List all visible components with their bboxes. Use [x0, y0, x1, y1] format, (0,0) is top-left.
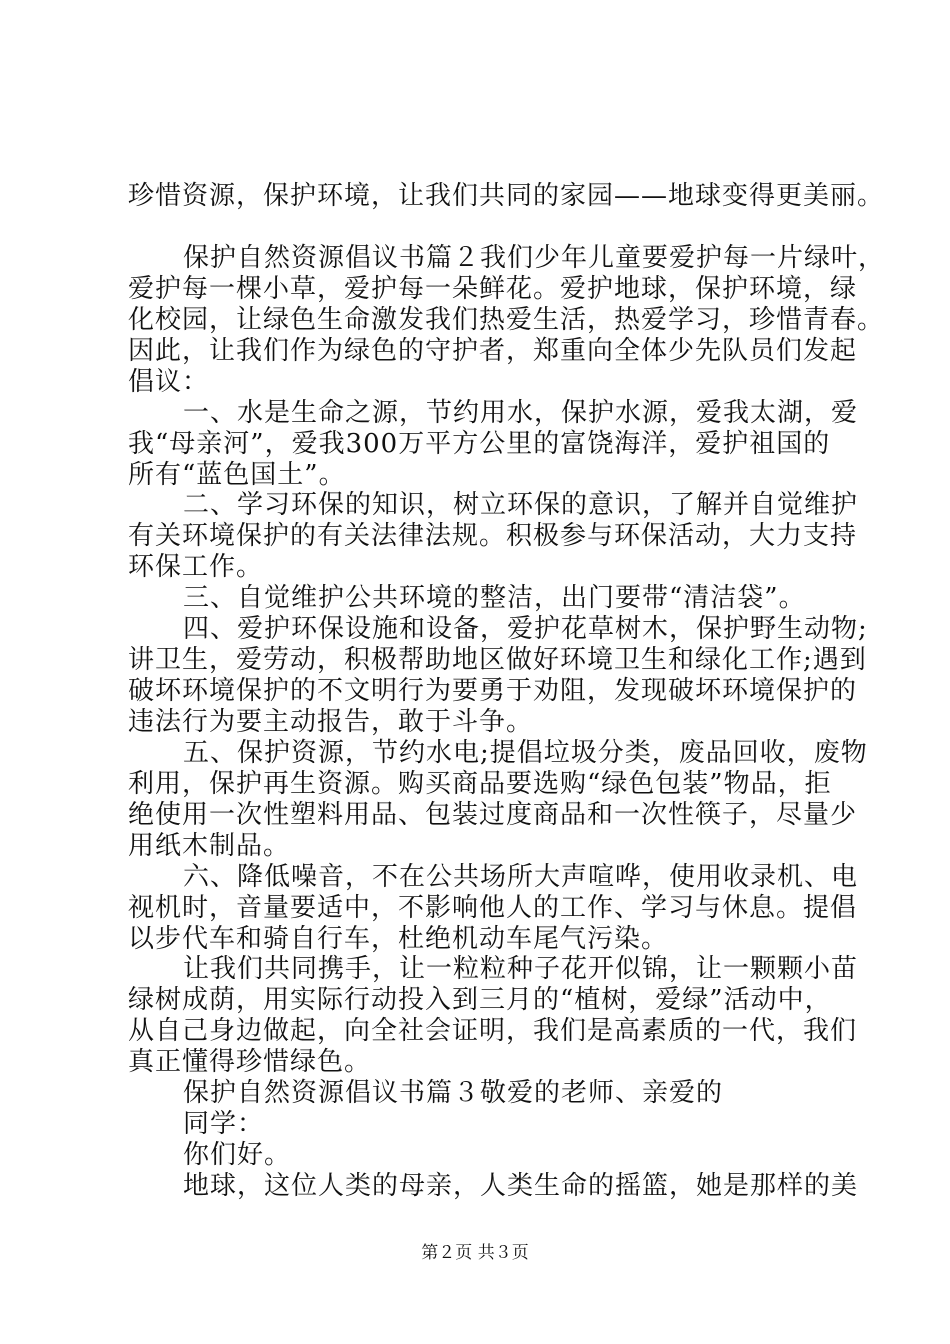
text-line: 绿树成荫，用实际行动投入到三月的“植树，爱绿”活动中， [128, 985, 832, 1015]
text-line: 用纸木制品。 [128, 831, 291, 861]
text-line: 保护自然资源倡议书篇３敬爱的老师、亲爱的 [183, 1078, 724, 1108]
text-line: 所有“蓝色国土”。 [128, 460, 346, 490]
text-line: 利用，保护再生资源。购买商品要选购“绿色包装”物品，拒 [128, 769, 832, 799]
text-line: 从自己身边做起，向全社会证明，我们是高素质的一代，我们 [128, 1016, 858, 1046]
text-line: 二、学习环保的知识，树立环保的意识，了解并自觉维护 [183, 490, 859, 520]
text-line: 违法行为要主动报告，敢于斗争。 [128, 707, 534, 737]
text-line: 同学： [183, 1109, 265, 1139]
text-line: 讲卫生，爱劳动，积极帮助地区做好环境卫生和绿化工作;遇到 [128, 645, 867, 675]
text-line: 视机时，音量要适中，不影响他人的工作、学习与休息。提倡 [128, 893, 858, 923]
text-line: 一、水是生命之源，节约用水，保护水源，爱我太湖，爱 [183, 398, 859, 428]
page-footer: 第２页 共３页 [421, 1243, 529, 1263]
text-line: 倡议： [128, 367, 210, 397]
text-line: 化校园，让绿色生命激发我们热爱生活，热爱学习，珍惜青春。 [128, 305, 885, 335]
text-line: 五、保护资源，节约水电;提倡垃圾分类，废品回收，废物 [183, 738, 868, 768]
text-line: 四、爱护环保设施和设备，爱护花草树木，保护野生动物; [183, 614, 868, 644]
text-line: 保护自然资源倡议书篇２我们少年儿童要爱护每一片绿叶， [183, 243, 886, 273]
text-line: 三、自觉维护公共环境的整洁，出门要带“清洁袋”。 [183, 583, 806, 613]
text-line: 我“母亲河”，爱我300万平方公里的富饶海洋，爱护祖国的 [128, 429, 831, 459]
text-line: 你们好。 [183, 1140, 292, 1170]
text-line: 以步代车和骑自行车，杜绝机动车尾气污染。 [128, 924, 669, 954]
text-line: 真正懂得珍惜绿色。 [128, 1047, 372, 1077]
text-line: 有关环境保护的有关法律法规。积极参与环保活动，大力支持 [128, 521, 858, 551]
text-line: 环保工作。 [128, 552, 264, 582]
text-line: 破坏环境保护的不文明行为要勇于劝阻，发现破坏环境保护的 [128, 676, 858, 706]
text-line: 让我们共同携手，让一粒粒种子花开似锦，让一颗颗小苗 [183, 954, 859, 984]
text-line: 绝使用一次性塑料用品、包装过度商品和一次性筷子，尽量少 [128, 800, 858, 830]
text-line: 六、降低噪音，不在公共场所大声喧哗，使用收录机、电 [183, 862, 859, 892]
text-line: 地球，这位人类的母亲，人类生命的摇篮，她是那样的美 [183, 1171, 859, 1201]
text-line: 爱护每一棵小草，爱护每一朵鲜花。爱护地球，保护环境，绿 [128, 274, 858, 304]
text-line: 珍惜资源，保护环境，让我们共同的家园——地球变得更美丽。 [128, 181, 885, 211]
text-line: 因此，让我们作为绿色的守护者，郑重向全体少先队员们发起 [128, 336, 858, 366]
